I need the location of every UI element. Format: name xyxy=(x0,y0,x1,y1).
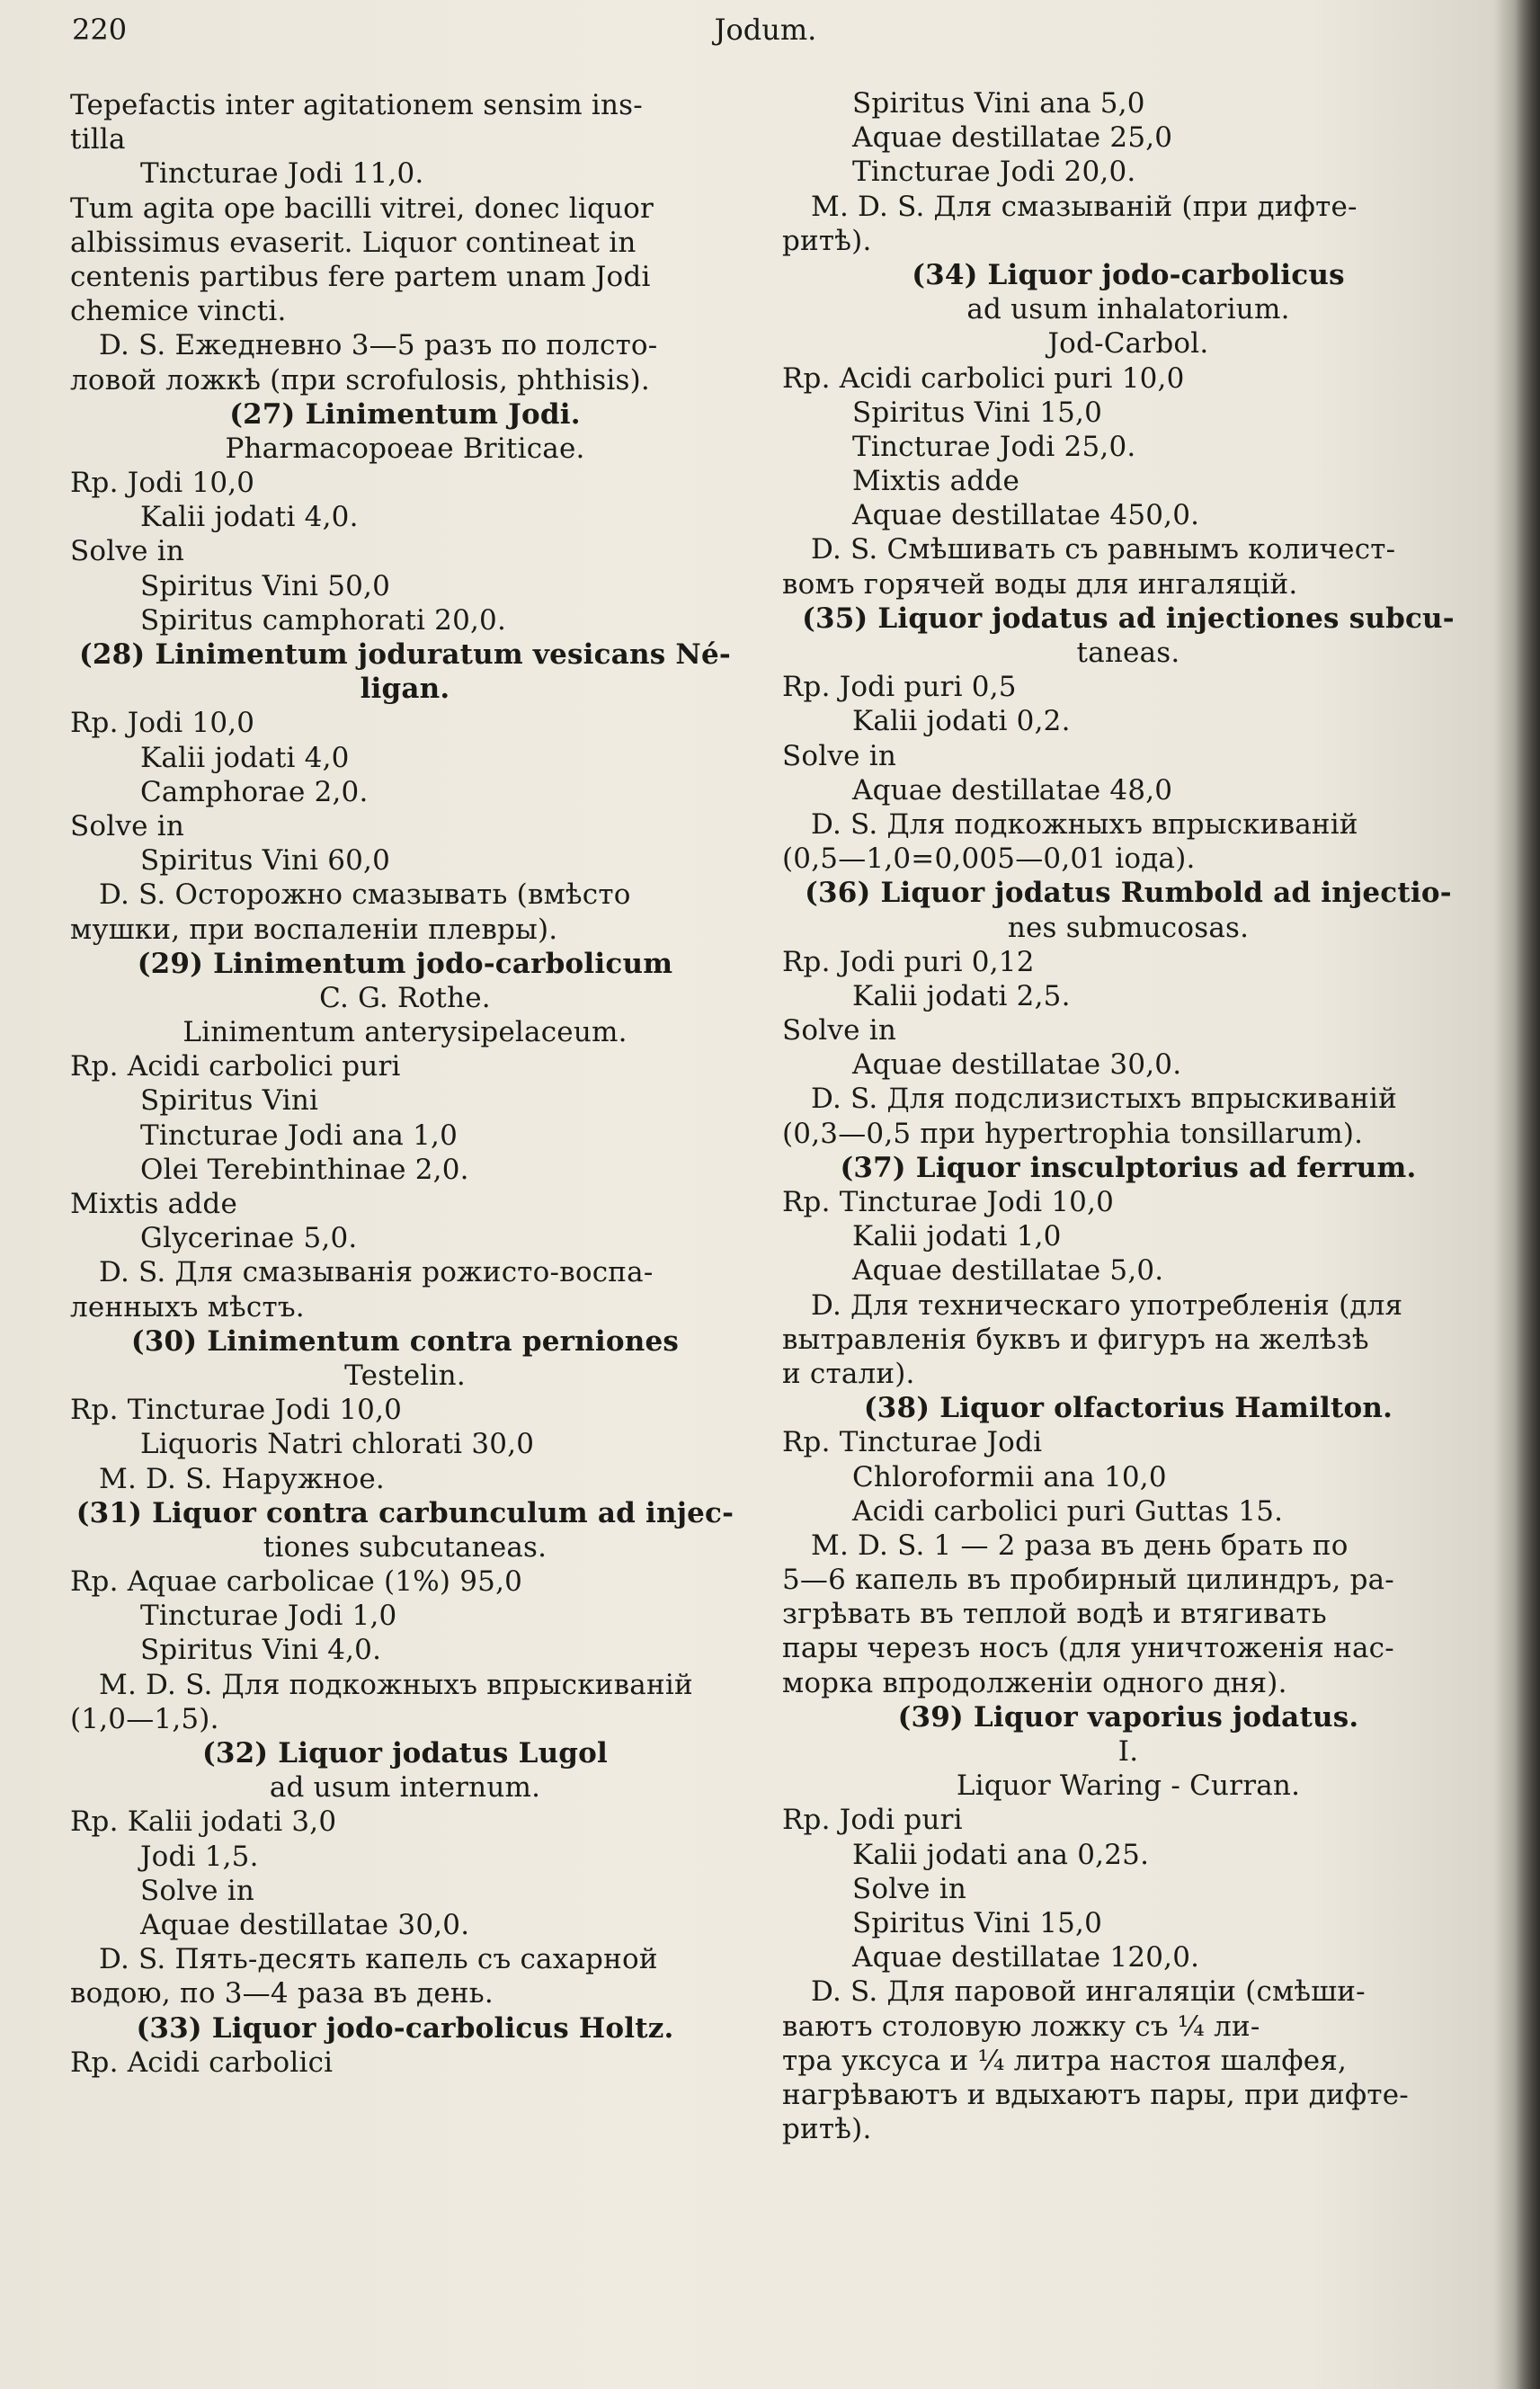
text-line: Spiritus Vini ana 5,0 xyxy=(852,87,1145,120)
text-line: Aquae destillatae 25,0 xyxy=(852,121,1173,155)
text-line: Testelin. xyxy=(344,1359,466,1392)
text-line: Spiritus Vini 60,0 xyxy=(140,844,391,878)
text-line: tilla xyxy=(70,123,126,156)
text-line: Rp. Tincturae Jodi 10,0 xyxy=(782,1186,1115,1218)
text-line: Liquor Waring - Curran. xyxy=(956,1769,1301,1803)
text-line: (0,5—1,0=0,005—0,01 іода). xyxy=(782,842,1196,876)
text-line: I. xyxy=(1117,1735,1139,1768)
text-line: D. Для техническаго употребленія (для xyxy=(811,1288,1403,1322)
text-line: тра уксуса и ¼ литра настоя шалфея, xyxy=(782,2044,1348,2077)
text-line: Rp. Kalii jodati 3,0 xyxy=(70,1805,337,1839)
text-line: D. S. Для смазыванія рожисто-воспа- xyxy=(99,1256,654,1289)
right-column xyxy=(782,86,1474,2146)
text-line: Solve in xyxy=(782,739,897,772)
text-line: Tum agita ope bacilli vitrei, donec liquor xyxy=(70,192,654,225)
left-column xyxy=(70,88,740,2080)
text-line: Kalii jodati 0,2. xyxy=(852,705,1071,738)
text-line: Solve in xyxy=(70,535,185,568)
text-line: вытравленія буквъ и фигуръ на желѣзѣ xyxy=(782,1323,1369,1356)
section-heading-line: (31) Liquor contra carbunculum ad injec- xyxy=(76,1496,734,1529)
text-line: Rp. Tincturae Jodi 10,0 xyxy=(70,1394,403,1427)
text-line: D. S. Смѣшивать съ равнымъ количест- xyxy=(811,533,1396,566)
section-heading-line: (36) Liquor jodatus Rumbold ad injectio- xyxy=(805,877,1452,910)
text-line: Kalii jodati 2,5. xyxy=(852,979,1071,1012)
text-line: centenis partibus fere partem unam Jodi xyxy=(70,260,651,293)
text-line: Solve in xyxy=(140,1874,255,1907)
text-line: и стали). xyxy=(782,1357,915,1390)
text-line: Tincturae Jodi 1,0 xyxy=(140,1600,397,1633)
text-line: ваютъ столовую ложку съ ¼ ли- xyxy=(782,2010,1260,2043)
text-line: M. D. S. Для смазываній (при дифте- xyxy=(811,190,1358,223)
text-line: Tepefactis inter agitationem sensim ins- xyxy=(70,89,643,121)
text-line: вомъ горячей воды для ингаляцій. xyxy=(782,567,1298,601)
text-line: Kalii jodati ana 0,25. xyxy=(852,1838,1150,1871)
page-header xyxy=(72,7,1459,52)
text-line: tiones subcutaneas. xyxy=(263,1530,547,1564)
text-line: (1,0—1,5). xyxy=(70,1702,219,1735)
text-line: 5—6 капель въ пробирный цилиндръ, ра- xyxy=(782,1564,1394,1597)
text-line: Spiritus Vini 50,0 xyxy=(140,569,391,602)
text-line: D. S. Ежедневно 3—5 разъ по полсто- xyxy=(99,329,658,362)
text-line: (0,3—0,5 при hypertrophia tonsillarum). xyxy=(782,1117,1364,1150)
text-line: Jodi 1,5. xyxy=(140,1840,259,1873)
section-heading-line: (39) Liquor vaporius jodatus. xyxy=(897,1700,1359,1734)
text-line: Solve in xyxy=(782,1014,897,1047)
text-line: M. D. S. Для подкожныхъ впрыскиваній xyxy=(99,1668,693,1701)
text-line: Solve in xyxy=(70,809,185,842)
text-line: chemice vincti. xyxy=(70,295,287,328)
text-line: ad usum internum. xyxy=(269,1771,541,1805)
text-line: Olei Terebinthinae 2,0. xyxy=(140,1153,469,1186)
text-line: Rp. Jodi 10,0 xyxy=(70,467,255,500)
text-line: M. D. S. 1 — 2 раза въ день брать по xyxy=(811,1529,1349,1562)
section-heading-line: (28) Linimentum joduratum vesicans Né- xyxy=(79,638,731,671)
text-line: Jod-Carbol. xyxy=(1047,327,1209,361)
text-line: Tincturae Jodi 20,0. xyxy=(852,156,1136,189)
running-title: Jodum. xyxy=(714,13,817,47)
text-line: Aquae destillatae 120,0. xyxy=(852,1941,1200,1974)
text-line: Aquae destillatae 48,0 xyxy=(852,773,1173,807)
text-line: Rp. Jodi puri 0,5 xyxy=(782,671,1017,704)
text-line: Aquae destillatae 450,0. xyxy=(852,499,1200,532)
text-line: Aquae destillatae 30,0. xyxy=(852,1048,1182,1082)
text-line: Rp. Jodi 10,0 xyxy=(70,707,255,740)
text-line: ритѣ). xyxy=(782,224,872,257)
text-line: M. D. S. Наружное. xyxy=(99,1462,385,1495)
text-line: пары черезъ носъ (для уничтоженія нас- xyxy=(782,1632,1394,1665)
section-heading-line: ligan. xyxy=(360,673,450,706)
text-line: мушки, при воспаленіи плевры). xyxy=(70,913,558,946)
text-line: Camphorae 2,0. xyxy=(140,775,369,808)
text-line: Rp. Acidi carbolici puri xyxy=(70,1050,401,1083)
text-line: C. G. Rothe. xyxy=(319,981,491,1014)
section-heading-line: (33) Liquor jodo-carbolicus Holtz. xyxy=(136,2011,674,2045)
text-line: Spiritus Vini xyxy=(140,1084,319,1118)
section-heading-line: (38) Liquor olfactorius Hamilton. xyxy=(863,1392,1393,1425)
text-line: Pharmacopoeae Briticae. xyxy=(225,432,585,465)
text-line: nes submucosas. xyxy=(1007,911,1250,944)
text-line: D. S. Осторожно смазывать (вмѣсто xyxy=(99,878,631,912)
text-line: Solve in xyxy=(852,1872,967,1905)
text-line: Tincturae Jodi ana 1,0 xyxy=(140,1119,458,1152)
text-line: Acidi carbolici puri Guttas 15. xyxy=(852,1494,1284,1528)
text-line: Tincturae Jodi 11,0. xyxy=(140,157,424,191)
text-line: згрѣвать въ теплой водѣ и втягивать xyxy=(782,1598,1327,1631)
text-line: Spiritus Vini 4,0. xyxy=(140,1634,382,1667)
text-line: Spiritus Vini 15,0 xyxy=(852,396,1103,429)
text-line: Rp. Jodi puri 0,12 xyxy=(782,945,1035,978)
text-line: Linimentum anterysipelaceum. xyxy=(182,1016,628,1049)
section-heading-line: (35) Liquor jodatus ad injectiones subcu- xyxy=(802,602,1455,635)
text-line: D. S. Для паровой ингаляціи (смѣши- xyxy=(811,1975,1366,2009)
text-line: Kalii jodati 4,0. xyxy=(140,501,359,534)
text-line: Rp. Acidi carbolici xyxy=(70,2046,334,2079)
text-line: D. S. Для подслизистыхъ впрыскиваній xyxy=(811,1083,1397,1116)
section-heading-line: (30) Linimentum contra perniones xyxy=(130,1324,680,1358)
text-line: albissimus evaserit. Liquor contineat in xyxy=(70,226,636,259)
text-line: ловой ложкѣ (при scrofulosis, phthisis). xyxy=(70,363,650,397)
text-line: Chloroformii ana 10,0 xyxy=(852,1460,1167,1493)
text-line: Kalii jodati 4,0 xyxy=(140,741,350,774)
text-line: Mixtis adde xyxy=(852,465,1019,498)
text-line: Glycerinae 5,0. xyxy=(140,1222,358,1255)
text-line: ленныхъ мѣстъ. xyxy=(70,1290,305,1324)
text-line: Rp. Acidi carbolici puri 10,0 xyxy=(782,361,1185,395)
text-line: D. S. Для подкожныхъ впрыскиваній xyxy=(811,807,1358,841)
text-line: D. S. Пять-десять капель съ сахарной xyxy=(99,1943,658,1976)
text-line: Rp. Tincturae Jodi xyxy=(782,1426,1043,1459)
text-line: нагрѣваютъ и вдыхаютъ пары, при дифте- xyxy=(782,2078,1409,2111)
section-heading-line: (37) Liquor insculptorius ad ferrum. xyxy=(840,1151,1417,1184)
text-line: Aquae destillatae 5,0. xyxy=(852,1254,1164,1288)
text-line: Mixtis adde xyxy=(70,1188,237,1220)
text-line: Kalii jodati 1,0 xyxy=(852,1220,1062,1253)
text-line: taneas. xyxy=(1076,637,1180,669)
page-edge-shadow xyxy=(1515,0,1540,2389)
text-line: Aquae destillatae 30,0. xyxy=(140,1908,470,1941)
text-line: Spiritus camphorati 20,0. xyxy=(140,603,507,637)
text-line: Rp. Aquae carbolicae (1%) 95,0 xyxy=(70,1565,523,1599)
text-line: Tincturae Jodi 25,0. xyxy=(852,430,1136,463)
text-line: Rp. Jodi puri xyxy=(782,1804,963,1837)
section-heading-line: (29) Linimentum jodo-carbolicum xyxy=(137,947,673,980)
text-line: ритѣ). xyxy=(782,2113,872,2146)
text-line: Liquoris Natri chlorati 30,0 xyxy=(140,1428,535,1461)
text-line: морка впродолженіи одного дня). xyxy=(782,1666,1287,1699)
section-heading-line: (27) Linimentum Jodi. xyxy=(229,397,581,431)
section-heading-line: (34) Liquor jodo-carbolicus xyxy=(912,258,1345,291)
page-number: 220 xyxy=(72,13,128,47)
section-heading-line: (32) Liquor jodatus Lugol xyxy=(201,1737,609,1769)
text-line: водою, по 3—4 раза въ день. xyxy=(70,1977,494,2010)
text-line: ad usum inhalatorium. xyxy=(966,293,1290,326)
text-line: Spiritus Vini 15,0 xyxy=(852,1906,1103,1939)
